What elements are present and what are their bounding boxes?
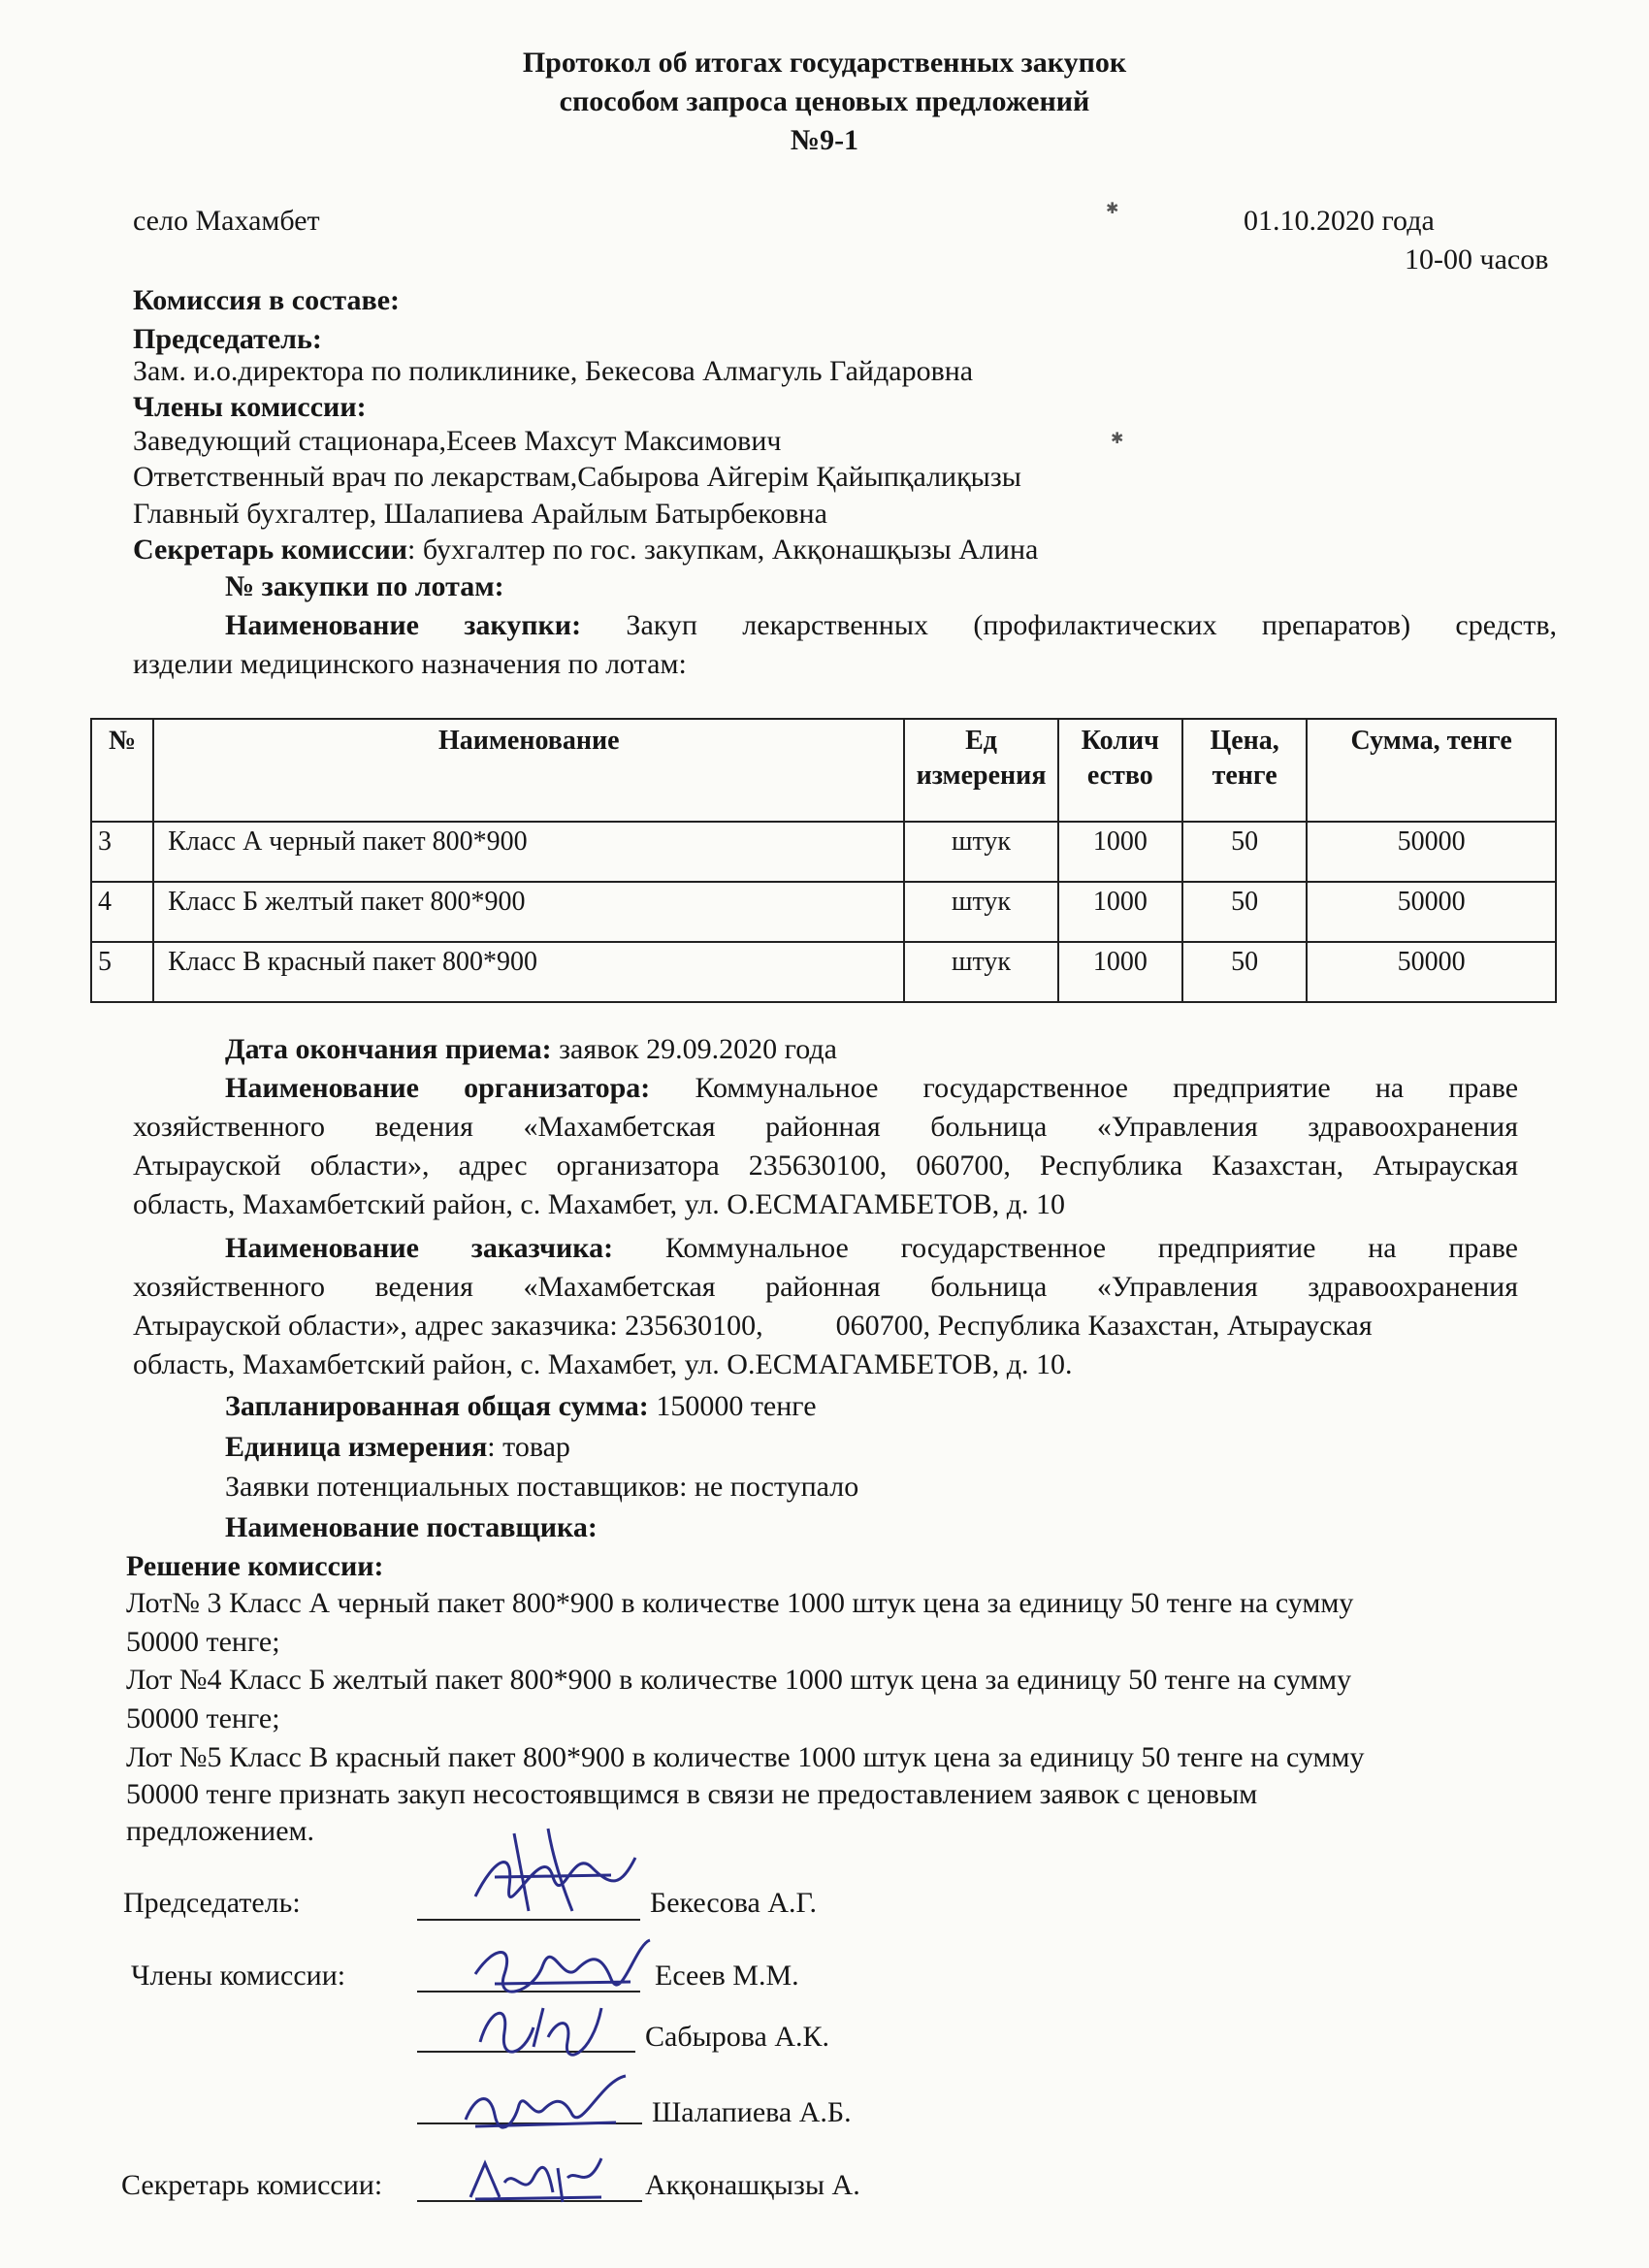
purchase-name-text: Закуп лекарственных (профилактических препаратов) средств, xyxy=(626,609,1557,641)
cell-unit: штук xyxy=(904,882,1057,942)
lots-label: № закупки по лотам: xyxy=(225,570,504,602)
customer-line4: область, Махамбетский район, с. Махамбет, ул. О.ЕСМАГАМБЕТОВ, д. 10. xyxy=(133,1348,1073,1380)
cell-unit: штук xyxy=(904,942,1057,1002)
handwritten-signature xyxy=(456,2139,621,2217)
decision-line: Лот№ 3 Класс А черный пакет 800*900 в количестве 1000 штук цена за единицу 50 тенге на сумму xyxy=(126,1587,1354,1619)
document-number: №9-1 xyxy=(790,124,859,156)
cell-sum: 50000 xyxy=(1307,882,1556,942)
decision-line: предложением. xyxy=(126,1815,315,1847)
cell-sum: 50000 xyxy=(1307,822,1556,882)
cell-quantity: 1000 xyxy=(1058,882,1182,942)
cell-price: 50 xyxy=(1182,942,1307,1002)
secretary-text: : бухгалтер по гос. закупкам, Акқонашқызы Алина xyxy=(407,534,1039,566)
col-header-sum: Сумма, тенге xyxy=(1307,719,1556,822)
decision-line: 50000 тенге; xyxy=(126,1626,280,1658)
deadline-text: заявок 29.09.2020 года xyxy=(559,1033,837,1065)
sig-name-secretary: Акқонашқызы А. xyxy=(645,2169,860,2201)
cell-price: 50 xyxy=(1182,882,1307,942)
deadline-label: Дата окончания приема: xyxy=(225,1033,552,1065)
secretary-label: Секретарь комиссии xyxy=(133,534,408,566)
total-value: 150000 тенге xyxy=(656,1390,817,1422)
customer-line2: хозяйственного ведения «Махамбетская районная больница «Управления здравоохранения xyxy=(133,1271,1518,1303)
unit-label: Единица измерения xyxy=(225,1431,488,1463)
cell-sum: 50000 xyxy=(1307,942,1556,1002)
cell-number: 4 xyxy=(91,882,153,942)
sig-name-chair: Бекесова А.Г. xyxy=(650,1887,817,1919)
decision-line: 50000 тенге признать закуп несостоявщимся в связи не предоставлением заявок с ценовым xyxy=(126,1778,1258,1810)
cell-number: 5 xyxy=(91,942,153,1002)
scan-speck: ✱ xyxy=(1111,431,1124,447)
col-header-name: Наименование xyxy=(153,719,904,822)
sig-chair-label: Председатель: xyxy=(123,1887,301,1919)
date: 01.10.2020 года xyxy=(1244,205,1435,237)
total-line xyxy=(225,1387,817,1426)
col-header-price: Цена, тенге xyxy=(1182,719,1307,822)
handwritten-signature xyxy=(466,1989,621,2066)
member-3: Главный бухгалтер, Шалапиева Арайлым Батырбековна xyxy=(133,498,827,530)
customer-line1 xyxy=(133,1229,1518,1268)
sig-members-label: Члены комиссии: xyxy=(131,1960,346,1992)
customer-label: Наименование заказчика: xyxy=(225,1232,614,1264)
decision-line: 50000 тенге; xyxy=(126,1702,280,1734)
scan-speck: ✱ xyxy=(1106,201,1119,217)
organizer-label: Наименование организатора: xyxy=(225,1072,651,1104)
sig-secretary-label: Секретарь комиссии: xyxy=(121,2169,383,2201)
handwritten-signature xyxy=(456,1819,650,1926)
decision-line: Лот №4 Класс Б желтый пакет 800*900 в количестве 1000 штук цена за единицу 50 тенге на сумму xyxy=(126,1664,1352,1696)
time: 10-00 часов xyxy=(1405,243,1549,275)
supplier-label: Наименование поставщика: xyxy=(225,1511,598,1543)
col-header-quantity: Колич ество xyxy=(1058,719,1182,822)
document-title-line2: способом запроса ценовых предложений xyxy=(559,85,1090,117)
organizer-text-1: Коммунальное государственное предприятие на праве xyxy=(695,1072,1519,1104)
organizer-line1 xyxy=(133,1069,1518,1108)
members-label: Члены комиссии: xyxy=(133,391,367,423)
chair-text: Зам. и.о.директора по поликлинике, Бекесова Алмагуль Гайдаровна xyxy=(133,355,974,387)
member-1: Заведующий стационара,Есеев Махсут Максимович xyxy=(133,425,782,457)
decision-line: Лот №5 Класс В красный пакет 800*900 в количестве 1000 штук цена за единицу 50 тенге на сумму xyxy=(126,1741,1365,1773)
total-label: Запланированная общая сумма: xyxy=(225,1390,649,1422)
cell-quantity: 1000 xyxy=(1058,822,1182,882)
col-header-number: № xyxy=(91,719,153,822)
cell-quantity: 1000 xyxy=(1058,942,1182,1002)
cell-price: 50 xyxy=(1182,822,1307,882)
cell-name: Класс В красный пакет 800*900 xyxy=(153,942,904,1002)
lots-table xyxy=(90,718,1557,1003)
unit-value: : товар xyxy=(487,1431,570,1463)
sig-name-member-1: Есеев М.М. xyxy=(655,1960,799,1992)
place: село Махамбет xyxy=(133,205,320,237)
cell-unit: штук xyxy=(904,822,1057,882)
commission-heading: Комиссия в составе: xyxy=(133,284,400,316)
cell-number: 3 xyxy=(91,822,153,882)
purchase-name-line1 xyxy=(133,606,1557,645)
organizer-line3: Атырауской области», адрес организатора 235630100, 060700, Республика Казахстан, Атырауская xyxy=(133,1150,1518,1182)
sig-name-member-3: Шалапиева А.Б. xyxy=(652,2096,852,2128)
cell-name: Класс А черный пакет 800*900 xyxy=(153,822,904,882)
secretary-line xyxy=(133,531,1038,569)
applications-line: Заявки потенциальных поставщиков: не поступало xyxy=(225,1471,859,1503)
organizer-line4: область, Махамбетский район, с. Махамбет, ул. О.ЕСМАГАМБЕТОВ, д. 10 xyxy=(133,1188,1065,1220)
table-header-row xyxy=(91,719,1556,822)
organizer-line2: хозяйственного ведения «Махамбетская районная больница «Управления здравоохранения xyxy=(133,1111,1518,1143)
table-row xyxy=(91,882,1556,942)
unit-line xyxy=(225,1428,570,1467)
customer-text-1: Коммунальное государственное предприятие на праве xyxy=(664,1232,1519,1264)
purchase-name-line2: изделии медицинского назначения по лотам: xyxy=(133,648,687,680)
document-title-line1: Протокол об итогах государственных закупок xyxy=(522,47,1127,79)
purchase-name-label: Наименование закупки: xyxy=(225,609,582,641)
sig-name-member-2: Сабырова А.К. xyxy=(645,2021,830,2053)
table-row xyxy=(91,822,1556,882)
table-row xyxy=(91,942,1556,1002)
decision-label: Решение комиссии: xyxy=(126,1550,384,1582)
handwritten-signature xyxy=(456,2066,640,2144)
customer-line3: Атырауской области», адрес заказчика: 235630100, 060700, Республика Казахстан, Атырауская xyxy=(133,1310,1373,1342)
chair-label: Председатель: xyxy=(133,323,322,355)
deadline-line xyxy=(225,1030,837,1069)
col-header-unit: Ед измерения xyxy=(904,719,1057,822)
member-2: Ответственный врач по лекарствам,Сабырова Айгерім Қайыпқалиқызы xyxy=(133,461,1021,493)
cell-name: Класс Б желтый пакет 800*900 xyxy=(153,882,904,942)
